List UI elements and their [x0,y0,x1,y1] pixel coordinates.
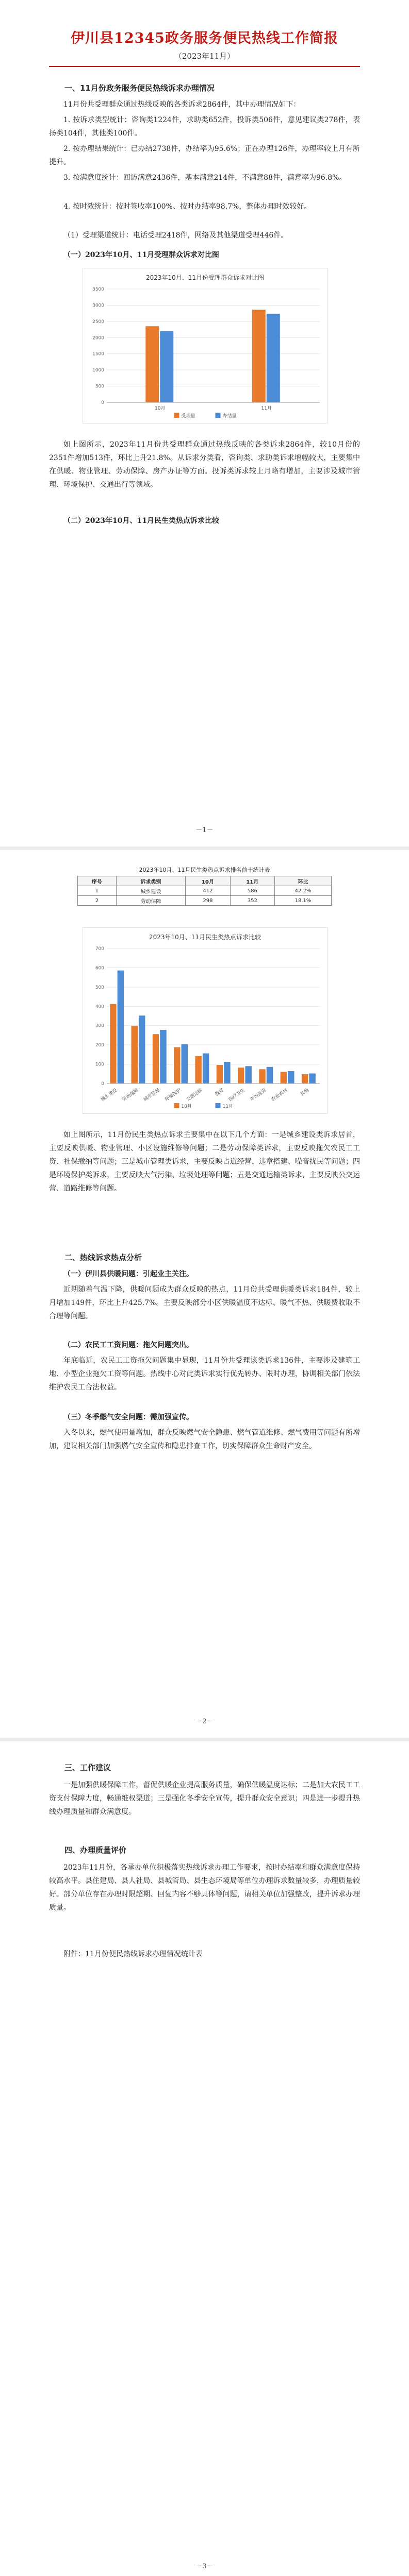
legend-swatch [174,413,179,418]
bar [182,1044,188,1083]
page-2 [0,850,409,1741]
x-tick-label: 交通运输 [185,1088,204,1103]
paragraph: 4. 按时效统计：按时签收率100%、按时办结率98.7%，整体办理时效较好。 [63,202,312,211]
paragraph: 年底临近，农民工工资拖欠问题集中显现，11月份共受理该类诉求136件，主要涉及建筑工地、小型企业拖欠工资等问题。热线中心对此类诉求实行优先转办、限时办理，协调相关部门依法维护农民工合法权益。 [49,1357,360,1392]
chart-1-caption: （一）2023年10月、11月受理群众诉求对比图 [63,251,219,259]
legend-swatch [174,1103,179,1108]
y-tick-label: 1500 [92,351,104,357]
table-header-cell: 10月 [186,876,230,886]
bar [153,1034,159,1083]
legend-swatch [216,1103,221,1108]
table-header-cell: 环比 [275,876,332,886]
bar [238,1067,244,1083]
table-row [78,886,332,896]
bar [281,1072,287,1083]
bar [160,331,173,402]
bar [245,1066,251,1083]
hotspot-table-grid [77,876,332,906]
bar [288,1071,294,1083]
report-subtitle: （2023年11月） [174,52,235,61]
table-header-cell: 序号 [78,876,117,886]
chart-title: 2023年10月、11月民生类热点诉求比较 [149,934,261,941]
paragraph: 近期随着气温下降，供暖问题成为群众反映的热点，11月份共受理供暖类诉求184件，较上月增加149件，环比上升425.7%。主要反映部分小区供暖温度不达标、暖气不热、供暖费收取不合理等问题。 [49,1285,360,1320]
y-tick-label: 0 [101,1081,104,1087]
section-3-heading: 三、工作建议 [64,1763,111,1772]
chart-title: 2023年10月、11月份受理群众诉求对比图 [145,274,265,281]
bar [267,1067,273,1083]
paragraph: 11月份共受理群众通过热线反映的各类诉求2864件，其中办理情况如下： [63,100,301,109]
table-cell: 412 [186,886,230,896]
table-header-cell: 诉求类别 [116,876,185,886]
page-number: －2－ [195,1718,214,1725]
chart-2 [83,927,328,1114]
bar [110,1004,116,1083]
x-tick-label: 城市管理 [142,1088,161,1103]
bar [139,1015,145,1083]
y-tick-label: 3000 [92,303,104,309]
legend-label: 受理量 [181,414,195,419]
page-3 [0,1741,409,2576]
table-cell: 352 [230,896,274,906]
y-tick-label: 1000 [92,368,104,374]
bar [174,1047,180,1083]
bar [252,310,266,402]
x-tick-label: 11月 [261,406,272,411]
section-2-heading: 二、热线诉求热点分析 [64,1253,142,1262]
bar [203,1054,209,1083]
paragraph: 1. 按诉求类型统计：咨询类1224件，求助类652件，投诉类506件，意见建议类278件，表扬类104件，其他类100件。 [49,116,360,138]
table-cell: 2 [78,896,117,906]
page-1 [0,0,409,850]
chart-1-svg [83,268,327,423]
bar [224,1062,230,1083]
table-cell: 1 [78,886,117,896]
x-tick-label: 农业农村 [270,1088,289,1103]
legend-swatch [216,413,221,418]
y-tick-label: 2000 [92,335,104,341]
y-tick-label: 300 [95,1023,104,1029]
paragraph: 一是加强供暖保障工作，督促供暖企业提高服务质量，确保供暖温度达标；二是加大农民工工资支付保障力度，畅通维权渠道；三是强化冬季安全宣传，提升群众安全意识；四是进一步提升热线办理质量和群众满意度。 [49,1781,360,1816]
x-tick-label: 城乡建设 [100,1088,119,1103]
y-tick-label: 400 [95,1004,104,1010]
y-tick-label: 500 [95,384,104,389]
paragraph: （1）受理渠道统计：电话受理2418件，网络及其他渠道受理446件。 [63,231,288,240]
bar [131,1026,137,1083]
section-4-heading: 四、办理质量评价 [64,1845,127,1855]
bar [195,1056,201,1083]
page-number: －1－ [195,826,214,834]
chart-1 [83,268,328,423]
x-tick-label: 环境保护 [164,1088,183,1103]
x-tick-label: 医疗卫生 [227,1088,247,1103]
section-1-heading: 一、11月份政务服务便民热线诉求办理情况 [64,83,215,93]
chart-2-caption: （二）2023年10月、11月民生类热点诉求比较 [63,517,219,525]
x-tick-label: 教育 [214,1088,225,1097]
paragraph: 2023年11月份，各承办单位积极落实热线诉求办理工作要求，按时办结率和群众满意度保持较高水平。县住建局、县人社局、县城管局、县生态环境局等单位办理诉求数量较多，办理质量较好。部分单位存在办理时限超期、回复内容不够具体等问题，请相关单位加强整改，提升诉求办理质量。 [49,1863,360,1912]
legend-label: 办结量 [222,414,237,419]
table-cell: 劳动保障 [116,896,185,906]
page-number: －3－ [195,2563,214,2570]
paragraph: 如上图所示，2023年11月份共受理群众通过热线反映的各类诉求2864件，较10月份的2351件增加513件，环比上升21.8%。从诉求分类看，咨询类、求助类诉求增幅较大，主要集中在供暖、物业管理、劳动保障、房产办证等方面。投诉类诉求较上月略有增加，主要涉及城市管理、环境保护、交通出行等领域。 [49,440,360,489]
bar [118,971,124,1083]
subsection-heading: （三）冬季燃气安全问题：需加强宣传。 [63,1413,193,1421]
x-tick-label: 市场监管 [249,1088,268,1103]
title-rule [49,66,360,67]
bar [259,1069,265,1083]
paragraph: 如上图所示，11月份民生类热点诉求主要集中在以下几个方面：一是城乡建设类诉求居首，主要反映供暖、物业管理、小区设施维修等问题；二是劳动保障类诉求，主要反映拖欠农民工工资、社保缴纳等问题；三是城市管理类诉求，主要反映占道经营、违章搭建、噪音扰民等问题；四是环境保护类诉求，主要反映大气污染、垃圾处理等问题；五是交通运输类诉求，主要反映公交运营、道路维修等问题。 [49,1131,360,1193]
x-tick-label: 其他 [299,1088,310,1097]
bar [217,1065,223,1083]
bar [309,1074,315,1083]
table-cell: 城乡建设 [116,886,185,896]
table-header-cell: 11月 [230,876,274,886]
y-tick-label: 3500 [92,287,104,292]
legend-label: 10月 [181,1104,192,1109]
bar [160,1030,166,1083]
paragraph: 2. 按办理结果统计：已办结2738件，办结率为95.6%；正在办理126件，办理率较上月有所提升。 [49,145,360,166]
bar [267,314,280,402]
attachment-note: 附件：11月份便民热线诉求办理情况统计表 [63,1950,203,1958]
chart-2-svg [83,928,327,1113]
paragraph: 入冬以来，燃气使用量增加，群众反映燃气安全隐患、燃气管道维修、燃气费用等问题有所增加，建议相关部门加强燃气安全宣传和隐患排查工作，切实保障群众生命财产安全。 [49,1429,360,1450]
y-tick-label: 500 [95,985,104,990]
paragraph: 3. 按满意度统计：回访满意2436件，基本满意214件，不满意88件，满意率为96.8%。 [63,174,347,182]
table-cell: 586 [230,886,274,896]
legend-label: 11月 [222,1104,233,1109]
table-cell: 42.2% [275,886,332,896]
y-tick-label: 600 [95,965,104,971]
y-tick-label: 2500 [92,319,104,325]
y-tick-label: 200 [95,1043,104,1048]
bar [145,326,159,402]
table-row [78,896,332,906]
table-header-row [78,876,332,886]
x-tick-label: 10月 [155,406,166,411]
x-tick-label: 劳动保障 [121,1088,140,1103]
y-tick-label: 100 [95,1062,104,1067]
y-tick-label: 700 [95,946,104,952]
report-title: 伊川县12345政务服务便民热线工作简报 [71,30,338,46]
table-caption: 2023年10月、11月民生类热点诉求排名前十统计表 [139,867,270,873]
table-cell: 298 [186,896,230,906]
subsection-heading: （二）农民工工资问题：拖欠问题突出。 [63,1341,193,1349]
bar [302,1074,308,1083]
hotspot-table [77,866,332,906]
y-tick-label: 0 [101,400,104,405]
table-cell: 18.1% [275,896,332,906]
subsection-heading: （一）伊川县供暖问题：引起业主关注。 [63,1270,193,1278]
